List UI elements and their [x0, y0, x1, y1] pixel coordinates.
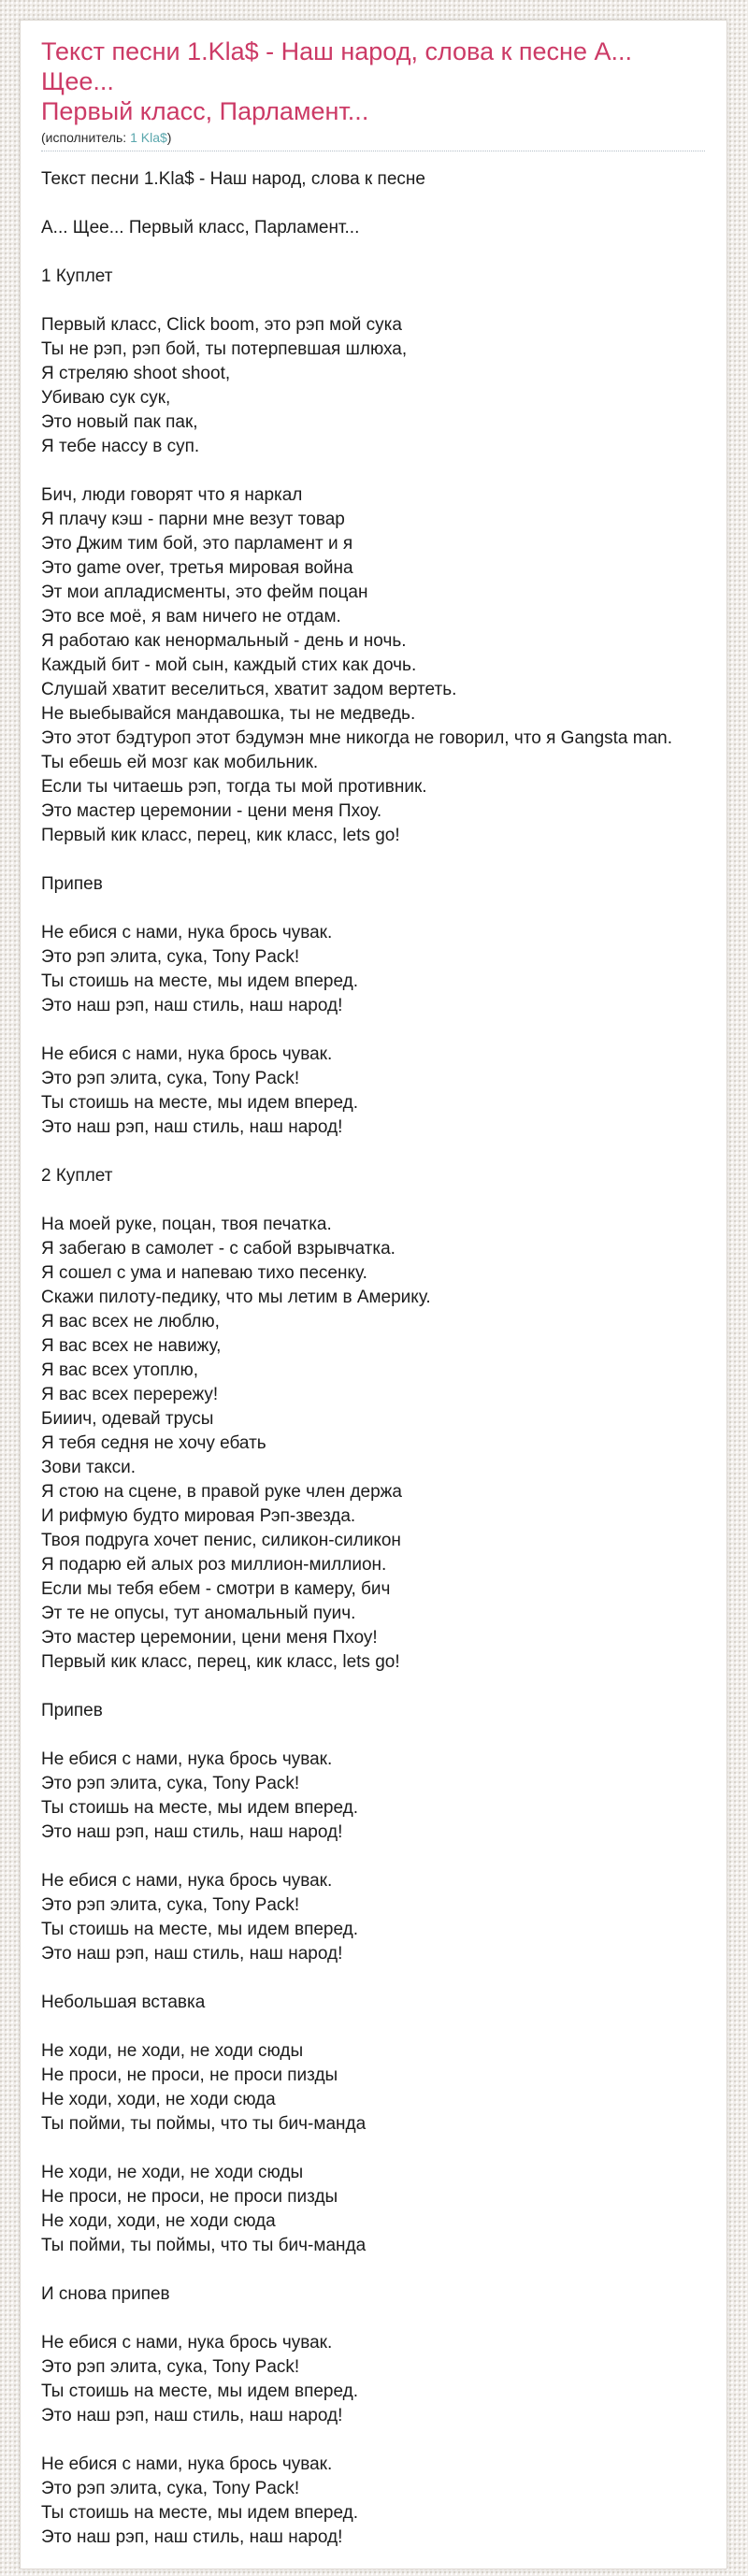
lyric-line: Я тебя седня не хочу ебать	[41, 1433, 266, 1453]
lyric-line	[41, 2015, 705, 2039]
lyric-line: Ты стоишь на месте, мы идем вперед.	[41, 1798, 359, 1818]
lyric-line	[41, 1018, 705, 1043]
lyric-line: Не ебися с нами, нука брось чувак.	[41, 923, 333, 943]
lyric-line: Если мы тебя ебем - смотри в камеру, бич	[41, 1579, 391, 1599]
lyric-line: Это наш рэп, наш стиль, наш народ!	[41, 2527, 343, 2547]
lyric-line: Это рэп элита, сука, Tony Pack!	[41, 2479, 300, 2498]
lyric-line: Это рэп элита, сука, Tony Pack!	[41, 947, 300, 967]
page-header	[41, 36, 705, 151]
lyric-line: Я вас всех не навижу,	[41, 1336, 222, 1356]
artist-label-close-paren: )	[166, 130, 172, 145]
lyric-line: Не выебывайся мандавошка, ты не медведь.	[41, 704, 416, 724]
lyric-line	[41, 1845, 705, 1869]
lyric-line: Не проси, не проси, не проси пизды	[41, 2065, 338, 2085]
lyric-line	[41, 1723, 705, 1748]
lyric-line: Ты пойми, ты поймы, что ты бич-манда	[41, 2236, 367, 2255]
page-title-line-1: Текст песни 1.Kla$ - Наш народ, слова к песне А... Щее...	[41, 37, 632, 95]
lyric-line: Слушай хватит веселиться, хватит задом вертеть.	[41, 680, 457, 699]
lyric-line: Это Джим тим бой, это парламент и я	[41, 534, 353, 554]
lyric-line	[41, 289, 705, 313]
lyric-line: Я тебе нассу в суп.	[41, 437, 200, 456]
lyric-line: Первый кик класс, перец, кик класс, lets go!	[41, 1652, 400, 1672]
lyric-line: Ты стоишь на месте, мы идем вперед.	[41, 2382, 359, 2401]
lyric-line: Ты ебешь ей мозг как мобильник.	[41, 753, 319, 772]
lyric-line: Не ходи, ходи, не ходи сюда	[41, 2211, 276, 2231]
lyric-line	[41, 848, 705, 872]
lyric-line: Ты стоишь на месте, мы идем вперед.	[41, 2503, 359, 2523]
lyric-line: Ты стоишь на месте, мы идем вперед.	[41, 971, 359, 991]
lyric-line: Небольшая вставка	[41, 1993, 206, 2012]
lyric-line: Я вас всех перережу!	[41, 1385, 219, 1404]
lyric-line: Я стреляю shoot shoot,	[41, 364, 231, 383]
lyric-line: А... Щее... Первый класс, Парламент...	[41, 218, 360, 237]
lyric-line: Припев	[41, 874, 103, 894]
lyric-line: Это рэп элита, сука, Tony Pack!	[41, 1774, 300, 1793]
lyric-line: Это рэп элита, сука, Tony Pack!	[41, 2357, 300, 2377]
lyric-line: Я плачу кэш - парни мне везут товар	[41, 510, 345, 529]
lyric-line: Первый класс, Click boom, это рэп мой сука	[41, 315, 402, 335]
lyric-line: Это game over, третья мировая война	[41, 558, 353, 578]
page-title	[41, 36, 705, 126]
lyric-line: Не ебися с нами, нука брось чувак.	[41, 2454, 333, 2474]
artist-link[interactable]: 1 Kla$	[130, 130, 167, 145]
lyric-line: Не ходи, не ходи, не ходи сюды	[41, 2041, 304, 2061]
lyric-line: Текст песни 1.Kla$ - Наш народ, слова к песне	[41, 169, 425, 189]
lyric-line: Зови такси.	[41, 1458, 137, 1477]
lyrics-text	[41, 167, 705, 2550]
lyric-line: Не ебися с нами, нука брось чувак.	[41, 2333, 333, 2353]
lyrics-card	[20, 20, 727, 2569]
lyric-line: 2 Куплет	[41, 1166, 113, 1186]
lyric-line: Не ебися с нами, нука брось чувак.	[41, 1871, 333, 1891]
lyric-line: Это этот бэдтуроп этот бэдумэн мне никогда не говорил, что я Gangsta man.	[41, 728, 673, 748]
lyric-line	[41, 459, 705, 483]
lyric-line: Если ты читаешь рэп, тогда ты мой противник.	[41, 777, 427, 797]
lyric-line: Я сошел с ума и напеваю тихо песенку.	[41, 1263, 367, 1283]
lyric-line	[41, 1188, 705, 1213]
lyric-line: Не ходи, не ходи, не ходи сюды	[41, 2163, 304, 2182]
lyric-line: Я работаю как ненормальный - день и ночь.	[41, 631, 407, 651]
lyric-line: Эт те не опусы, тут аномальный пуич.	[41, 1604, 356, 1623]
lyric-line: Припев	[41, 1701, 103, 1720]
artist-label: (исполнитель:	[41, 130, 131, 145]
lyric-line: Это наш рэп, наш стиль, наш народ!	[41, 1944, 343, 1964]
lyric-line: 1 Куплет	[41, 266, 113, 286]
lyric-line: Это наш рэп, наш стиль, наш народ!	[41, 1117, 343, 1137]
lyric-line	[41, 2137, 705, 2161]
lyric-line: Не проси, не проси, не проси пизды	[41, 2187, 338, 2207]
artist-line	[41, 130, 705, 146]
lyric-line: И рифмую будто мировая Рэп-звезда.	[41, 1506, 356, 1526]
lyric-line: Это мастер церемонии, цени меня Пхоу!	[41, 1628, 378, 1648]
lyric-line: Ты не рэп, рэп бой, ты потерпевшая шлюха,	[41, 339, 408, 359]
lyric-line: Это рэп элита, сука, Tony Pack!	[41, 1895, 300, 1915]
lyric-line: Эт мои апладисменты, это фейм поцан	[41, 583, 368, 602]
lyric-line: Это все моё, я вам ничего не отдам.	[41, 607, 341, 626]
lyric-line: Это наш рэп, наш стиль, наш народ!	[41, 1822, 343, 1842]
lyric-line: Твоя подруга хочет пенис, силикон-силикон	[41, 1531, 401, 1550]
lyric-line: Это наш рэп, наш стиль, наш народ!	[41, 996, 343, 1015]
lyric-line: Я забегаю в самолет - с сабой взрывчатка.	[41, 1239, 396, 1259]
lyric-line: Я подарю ей алых роз миллион-миллион.	[41, 1555, 387, 1575]
lyric-line: Я вас всех утоплю,	[41, 1360, 198, 1380]
lyric-line: Бииич, одевай трусы	[41, 1409, 214, 1429]
lyric-line: Это рэп элита, сука, Tony Pack!	[41, 1069, 300, 1088]
lyric-line: Не ебися с нами, нука брось чувак.	[41, 1044, 333, 1064]
lyric-line	[41, 1966, 705, 1991]
page-title-line-2: Первый класс, Парламент...	[41, 97, 369, 125]
lyric-line	[41, 2307, 705, 2331]
page-background	[0, 20, 748, 2576]
lyric-line: Ты стоишь на месте, мы идем вперед.	[41, 1093, 359, 1113]
lyric-line	[41, 897, 705, 921]
lyric-line: Каждый бит - мой сын, каждый стих как дочь.	[41, 655, 417, 675]
lyric-line: Я стою на сцене, в правой руке член держа	[41, 1482, 402, 1502]
lyric-line: Я вас всех не люблю,	[41, 1312, 220, 1331]
lyric-line	[41, 192, 705, 216]
lyric-line	[41, 1675, 705, 1699]
lyric-line: И снова припев	[41, 2284, 170, 2304]
lyric-line: Это мастер церемонии - цени меня Пхоу.	[41, 801, 382, 821]
lyric-line	[41, 2258, 705, 2282]
lyric-line: Убиваю сук сук,	[41, 388, 171, 408]
lyric-line: Ты стоишь на месте, мы идем вперед.	[41, 1920, 359, 1939]
lyric-line	[41, 2428, 705, 2453]
lyric-line: На моей руке, поцан, твоя печатка.	[41, 1215, 332, 1234]
lyric-line: Бич, люди говорят что я наркал	[41, 485, 303, 505]
lyric-line: Не ебися с нами, нука брось чувак.	[41, 1749, 333, 1769]
lyric-line: Не ходи, ходи, не ходи сюда	[41, 2090, 276, 2109]
lyric-line: Это новый пак пак,	[41, 412, 198, 432]
lyric-line	[41, 1140, 705, 1164]
lyric-line	[41, 240, 705, 265]
lyric-line: Ты пойми, ты поймы, что ты бич-манда	[41, 2114, 367, 2134]
lyric-line: Скажи пилоту-педику, что мы летим в Америку.	[41, 1288, 431, 1307]
lyric-line: Это наш рэп, наш стиль, наш народ!	[41, 2406, 343, 2425]
lyric-line: Первый кик класс, перец, кик класс, lets go!	[41, 826, 400, 845]
